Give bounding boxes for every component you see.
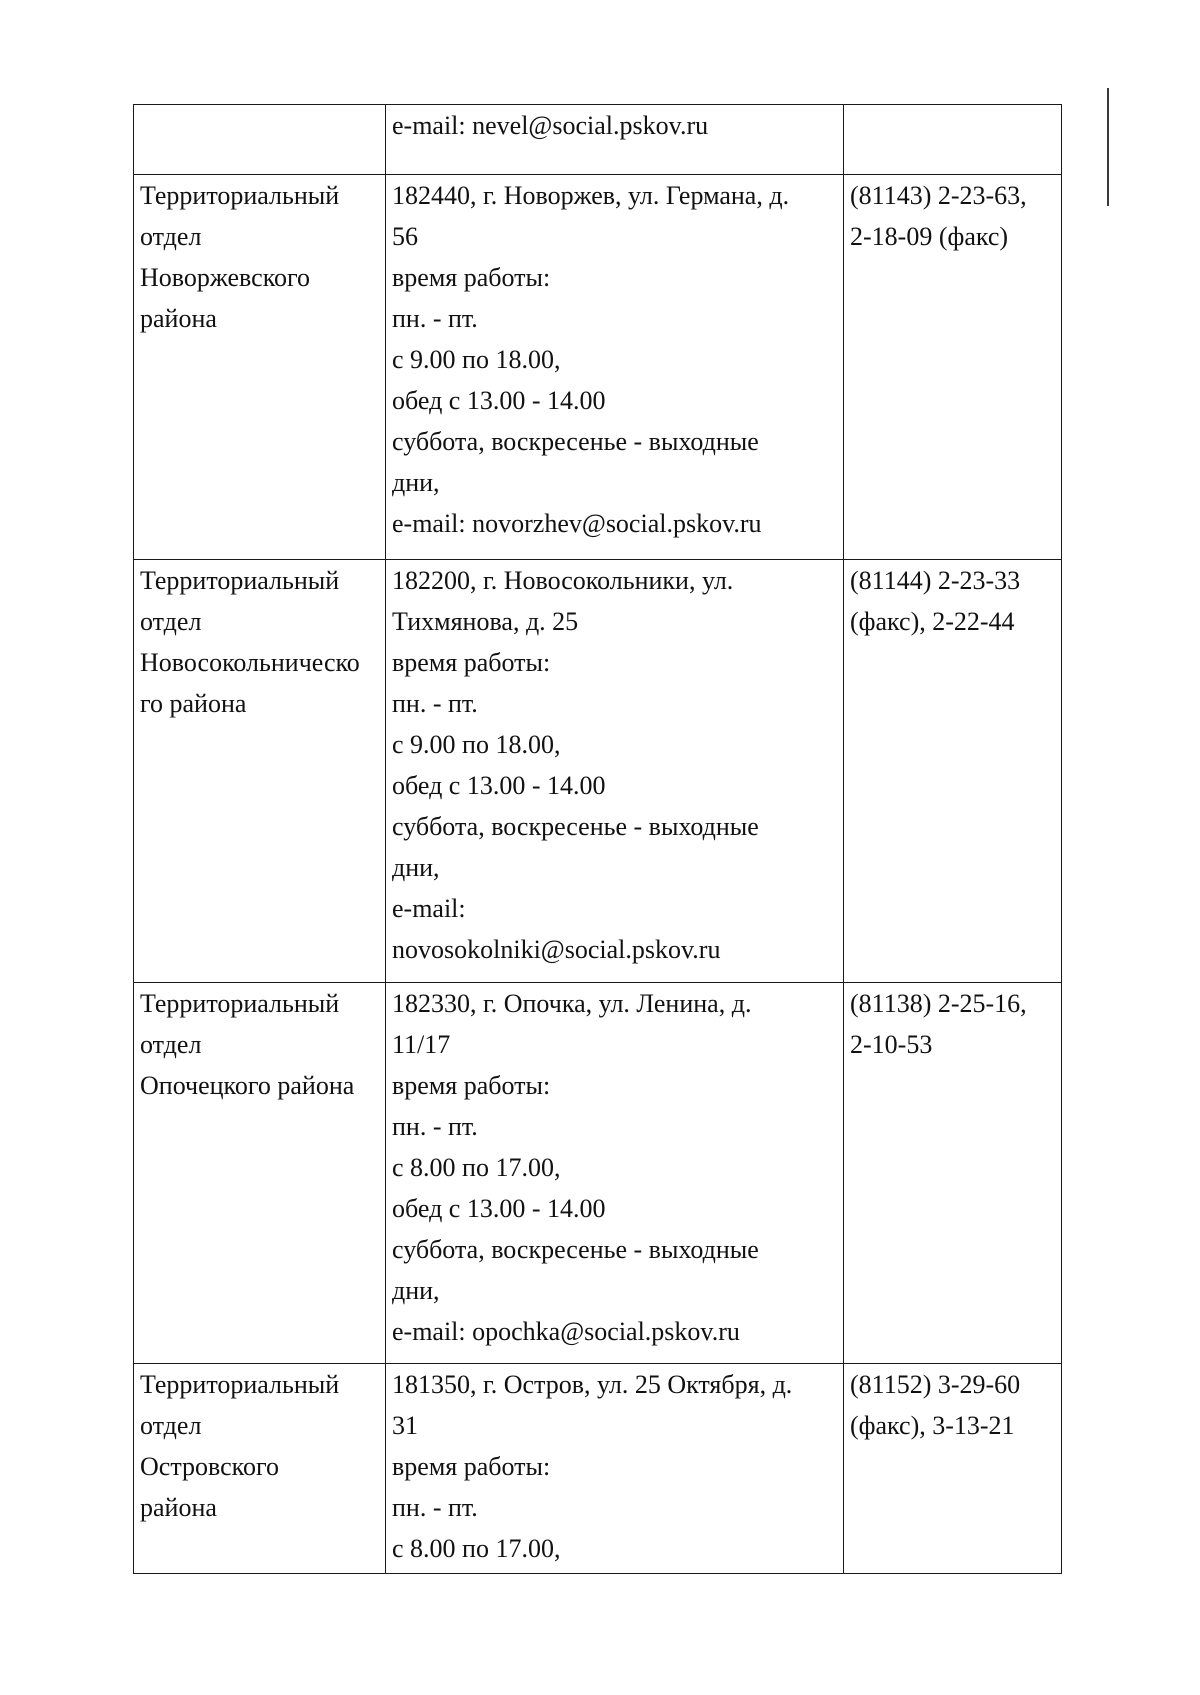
office-phone-line: (81144) 2-23-33 <box>850 566 1021 595</box>
office-address-line: e-mail: novorzhev@social.pskov.ru <box>392 509 762 538</box>
office-phone-cell <box>844 560 1062 983</box>
office-phone-line: (факс), 2-22-44 <box>850 607 1015 636</box>
office-phone-cell <box>844 983 1062 1364</box>
office-name-line: го района <box>140 689 247 718</box>
office-address-line: дни, <box>392 853 440 882</box>
office-address-line: дни, <box>392 1276 440 1305</box>
office-address-line: время работы: <box>392 1452 551 1481</box>
office-name-line: Островского <box>140 1452 279 1481</box>
office-address-line: суббота, воскресенье - выходные <box>392 1235 759 1264</box>
office-address-line: обед с 13.00 - 14.00 <box>392 771 606 800</box>
office-phone-line: 2-10-53 <box>850 1030 933 1059</box>
scan-margin-mark <box>1107 88 1109 206</box>
office-address-line: время работы: <box>392 263 551 292</box>
office-phone-line: (81152) 3-29-60 <box>850 1370 1021 1399</box>
office-phone-line: (81143) 2-23-63, <box>850 181 1027 210</box>
office-name-line: Территориальный <box>140 181 340 210</box>
office-name-line: отдел <box>140 607 202 636</box>
office-address-line: с 9.00 по 18.00, <box>392 345 561 374</box>
office-address-line: пн. - пт. <box>392 689 478 718</box>
office-address-line: e-mail: <box>392 894 466 923</box>
office-address-line: e-mail: opochka@social.pskov.ru <box>392 1317 740 1346</box>
office-address-line: пн. - пт. <box>392 1493 478 1522</box>
office-name-line: Территориальный <box>140 989 340 1018</box>
office-address-line: 182200, г. Новосокольники, ул. <box>392 566 734 595</box>
office-name-line: отдел <box>140 1030 202 1059</box>
offices-table <box>133 104 1062 1574</box>
office-phone-cell <box>844 105 1062 175</box>
office-address-line: с 8.00 по 17.00, <box>392 1153 561 1182</box>
office-address-line: 11/17 <box>392 1030 451 1059</box>
office-address-line: 181350, г. Остров, ул. 25 Октября, д. <box>392 1370 793 1399</box>
office-address-cell <box>386 560 844 983</box>
table-row <box>134 105 1062 175</box>
office-phone-line: (факс), 3-13-21 <box>850 1411 1015 1440</box>
office-address-cell <box>386 983 844 1364</box>
office-address-cell <box>386 175 844 560</box>
office-name-line: отдел <box>140 222 202 251</box>
office-address-line: 182330, г. Опочка, ул. Ленина, д. <box>392 989 752 1018</box>
office-address-line: Тихмянова, д. 25 <box>392 607 579 636</box>
table-row <box>134 1364 1062 1574</box>
office-name-line: Новосокольническо <box>140 648 360 677</box>
office-address-line: с 9.00 по 18.00, <box>392 730 561 759</box>
office-address-line: 182440, г. Новоржев, ул. Германа, д. <box>392 181 790 210</box>
office-address-line: обед с 13.00 - 14.00 <box>392 1194 606 1223</box>
office-address-line: время работы: <box>392 1071 551 1100</box>
office-name-cell <box>134 560 386 983</box>
office-name-line: Опочецкого района <box>140 1071 355 1100</box>
office-name-line: Новоржевского <box>140 263 311 292</box>
office-name-line: Территориальный <box>140 566 340 595</box>
office-name-cell <box>134 105 386 175</box>
office-address-line: обед с 13.00 - 14.00 <box>392 386 606 415</box>
office-address-line: суббота, воскресенье - выходные <box>392 427 759 456</box>
office-address-cell <box>386 105 844 175</box>
table-row <box>134 983 1062 1364</box>
office-name-line: Территориальный <box>140 1370 340 1399</box>
office-address-line: суббота, воскресенье - выходные <box>392 812 759 841</box>
office-address-line: время работы: <box>392 648 551 677</box>
offices-table-body <box>134 105 1062 1574</box>
office-name-line: отдел <box>140 1411 202 1440</box>
office-address-line: novosokolniki@social.pskov.ru <box>392 935 721 964</box>
table-row <box>134 175 1062 560</box>
office-phone-cell <box>844 1364 1062 1574</box>
office-name-cell <box>134 1364 386 1574</box>
office-phone-line: 2-18-09 (факс) <box>850 222 1009 251</box>
office-address-line: пн. - пт. <box>392 1112 478 1141</box>
office-phone-line: (81138) 2-25-16, <box>850 989 1027 1018</box>
office-name-line: района <box>140 1493 217 1522</box>
office-address-line: с 8.00 по 17.00, <box>392 1534 561 1563</box>
office-name-cell <box>134 175 386 560</box>
office-address-line: пн. - пт. <box>392 304 478 333</box>
office-name-cell <box>134 983 386 1364</box>
office-address-line: 31 <box>392 1411 418 1440</box>
office-address-line: дни, <box>392 468 440 497</box>
office-address-cell <box>386 1364 844 1574</box>
table-row <box>134 560 1062 983</box>
office-address-line: 56 <box>392 222 418 251</box>
office-phone-cell <box>844 175 1062 560</box>
office-name-line: района <box>140 304 217 333</box>
office-address-line: e-mail: nevel@social.pskov.ru <box>392 111 709 140</box>
